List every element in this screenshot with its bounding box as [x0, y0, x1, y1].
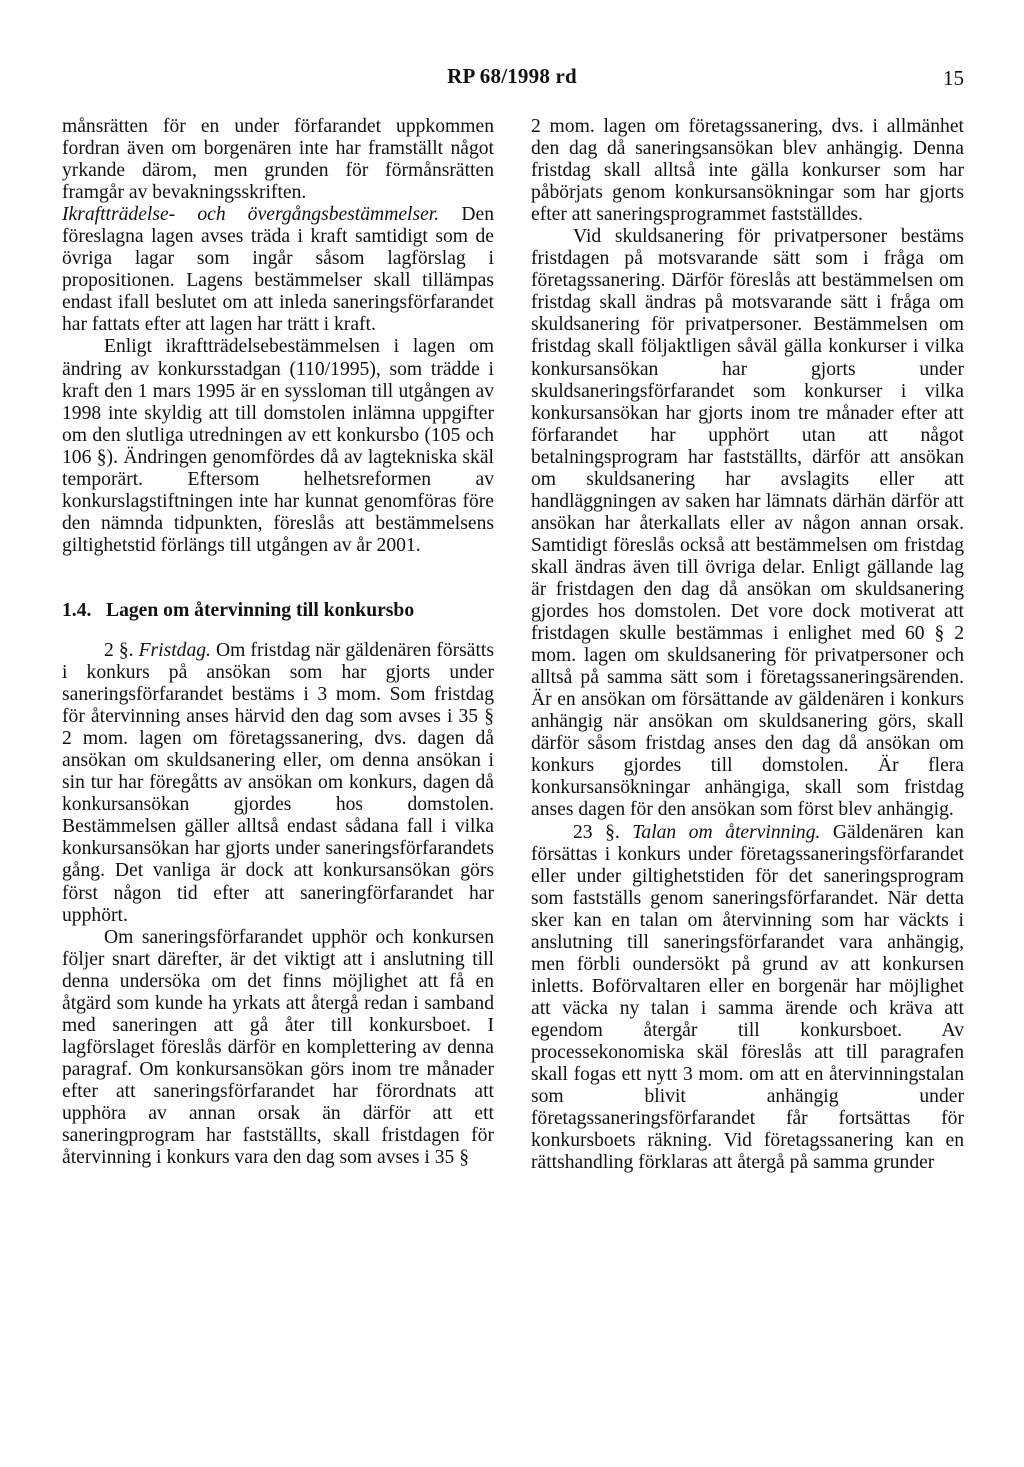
paragraph: 2 mom. lagen om företagssanering, dvs. i allmänhet den dag då saneringsansökan blev anhängig. Denna fristdag skall alltså inte gälla konkurser som har påbörjats genom konkursansökningar som har gjorts efter att saneringsprogrammet fastställdes.: [531, 116, 964, 226]
section-title: Lagen om återvinning till konkursbo: [106, 599, 415, 621]
paragraph: [62, 640, 494, 927]
paragraph: månsrätten för en under förfarandet uppkommen fordran även om borgenären inte har framställt något yrkande därom, men grunden för förmånsrätten framgår av bevakningsskriften.: [62, 116, 494, 204]
paragraph-text: Gäldenären kan försättas i konkurs under företagssaneringsförfarandet eller under giltighetstiden för det saneringsprogram som fastställs genom saneringsförfarandet. När detta sker kan en talan om återvinning som har väckts i anslutning till saneringsförfarandet vara anhängig, men förbli oundersökt på grund av att konkursen inletts. Boförvaltaren eller en borgenär har möjlighet att väcka ny talan i samma ärende och kräva att egendom återgår till konkursboet. Av processekonomiska skäl föreslås att till paragrafen skall fogas ett nytt 3 mom. om att en återvinningstalan som blivit anhängig under företagssaneringsförfarandet får fortsättas för konkursboets räkning. Vid företagssanering kan en rättshandling förklaras att återgå på samma grunder: [531, 821, 964, 1174]
section-heading: [62, 600, 494, 622]
left-column: [62, 116, 494, 1169]
paragraph: [62, 204, 494, 336]
paragraph-italic: Fristdag.: [138, 639, 211, 661]
right-column: [531, 116, 964, 1174]
paragraph-lead: 2 §.: [104, 639, 134, 661]
section-number: 1.4.: [62, 599, 92, 621]
page-number: 15: [943, 66, 964, 90]
paragraph-text: Den föreslagna lagen avses träda i kraft samtidigt som de övriga lagar som ingår såsom lagförslag i propositionen. Lagens bestämmelser skall tillämpas endast ifall beslutet om att inleda saneringsförfarandet har fattats efter att lagen har trätt i kraft.: [62, 204, 494, 336]
paragraph: [531, 822, 964, 1175]
paragraph-italic: Talan om återvinning.: [632, 821, 821, 843]
paragraph: Om saneringsförfarandet upphör och konkursen följer snart därefter, är det viktigt att i anslutning till denna undersöka om det finns möjlighet att få en åtgärd som kunde ha yrkats att återgå redan i samband med saneringen att gå åter till konkursboet. I lagförslaget föreslås därför en komplettering av denna paragraf. Om konkursansökan görs inom tre månader efter att saneringsförfarandet har förordnats att upphöra av annan orsak än därför att ett saneringprogram har fastställts, skall fristdagen för återvinning i konkurs vara den dag som avses i 35 §: [62, 926, 494, 1169]
paragraph: Enligt ikraftträdelsebestämmelsen i lagen om ändring av konkursstadgan (110/1995), som trädde i kraft den 1 mars 1995 är en syssloman till utgången av 1998 inte skyldig att till domstolen inlämna uppgifter om den slutliga utredningen av ett konkursbo (105 och 106 §). Ändringen genomfördes då av lagtekniska skäl temporärt. Eftersom helhetsreformen av konkurslagstiftningen inte har kunnat genomföras före den nämnda tidpunkten, föreslås att bestämmelsens giltighetstid förlängs till utgången av år 2001.: [62, 336, 494, 556]
page-header-title: RP 68/1998 rd: [447, 64, 577, 88]
spacer: [62, 557, 494, 579]
paragraph-text: Om fristdag när gäldenären försätts i konkurs på ansökan som har gjorts under saneringsförfarandet bestäms i 3 mom. Som fristdag för återvinning anses härvid den dag som avses i 35 § 2 mom. lagen om företagssanering, dvs. dagen då ansökan om skuldsanering eller, om denna ansökan i sin tur har föregåtts av ansökan om konkurs, dagen då konkursansökan gjordes hos domstolen. Bestämmelsen gäller alltså endast sådana fall i vilka konkursansökan har gjorts under saneringsförfarandets gång. Det vanliga är dock att konkursansökan görs först någon tid efter att saneringförfarandet har upphört.: [62, 639, 494, 926]
paragraph-lead: 23 §.: [573, 821, 620, 843]
paragraph: Vid skuldsanering för privatpersoner bestäms fristdagen på motsvarande sätt som i fråga om företagssanering. Därför föreslås att bestämmelsen om fristdag skall ändras på motsvarande sätt i fråga om skuldsanering för privatpersoner. Bestämmelsen om fristdag skall följaktligen såväl gälla konkurser i vilka konkursansökan har gjorts under skuldsaneringsförfarandet som konkurser i vilka konkursansökan har gjorts inom tre månader efter att förfarandet har upphört utan att något betalningsprogram har fastställts, därför att ansökan om skuldsanering har avslagits eller att handläggningen av saken har lämnats därhän därför att ansökan har återkallats eller av någon annan orsak. Samtidigt föreslås också att bestämmelsen om fristdag skall ändras även till övriga delar. Enligt gällande lag är fristdagen den dag då ansökan om skuldsanering gjordes hos domstolen. Det vore dock motiverat att fristdagen skulle bestämmas i enlighet med 60 § 2 mom. lagen om skuldsanering för privatpersoner och alltså på samma sätt som i företagssaneringsärenden. Är en ansökan om försättande av gäldenären i konkurs anhängig när ansökan om skuldsanering görs, skall därför såsom fristdag anses den dag då ansökan om konkurs gjordes till domstolen. Är flera konkursansökningar anhängiga, skall som fristdag anses dagen för den ansökan som först blev anhängig.: [531, 226, 964, 821]
subheading-italic: Ikraftträdelse- och övergångsbestämmelser.: [62, 204, 440, 226]
